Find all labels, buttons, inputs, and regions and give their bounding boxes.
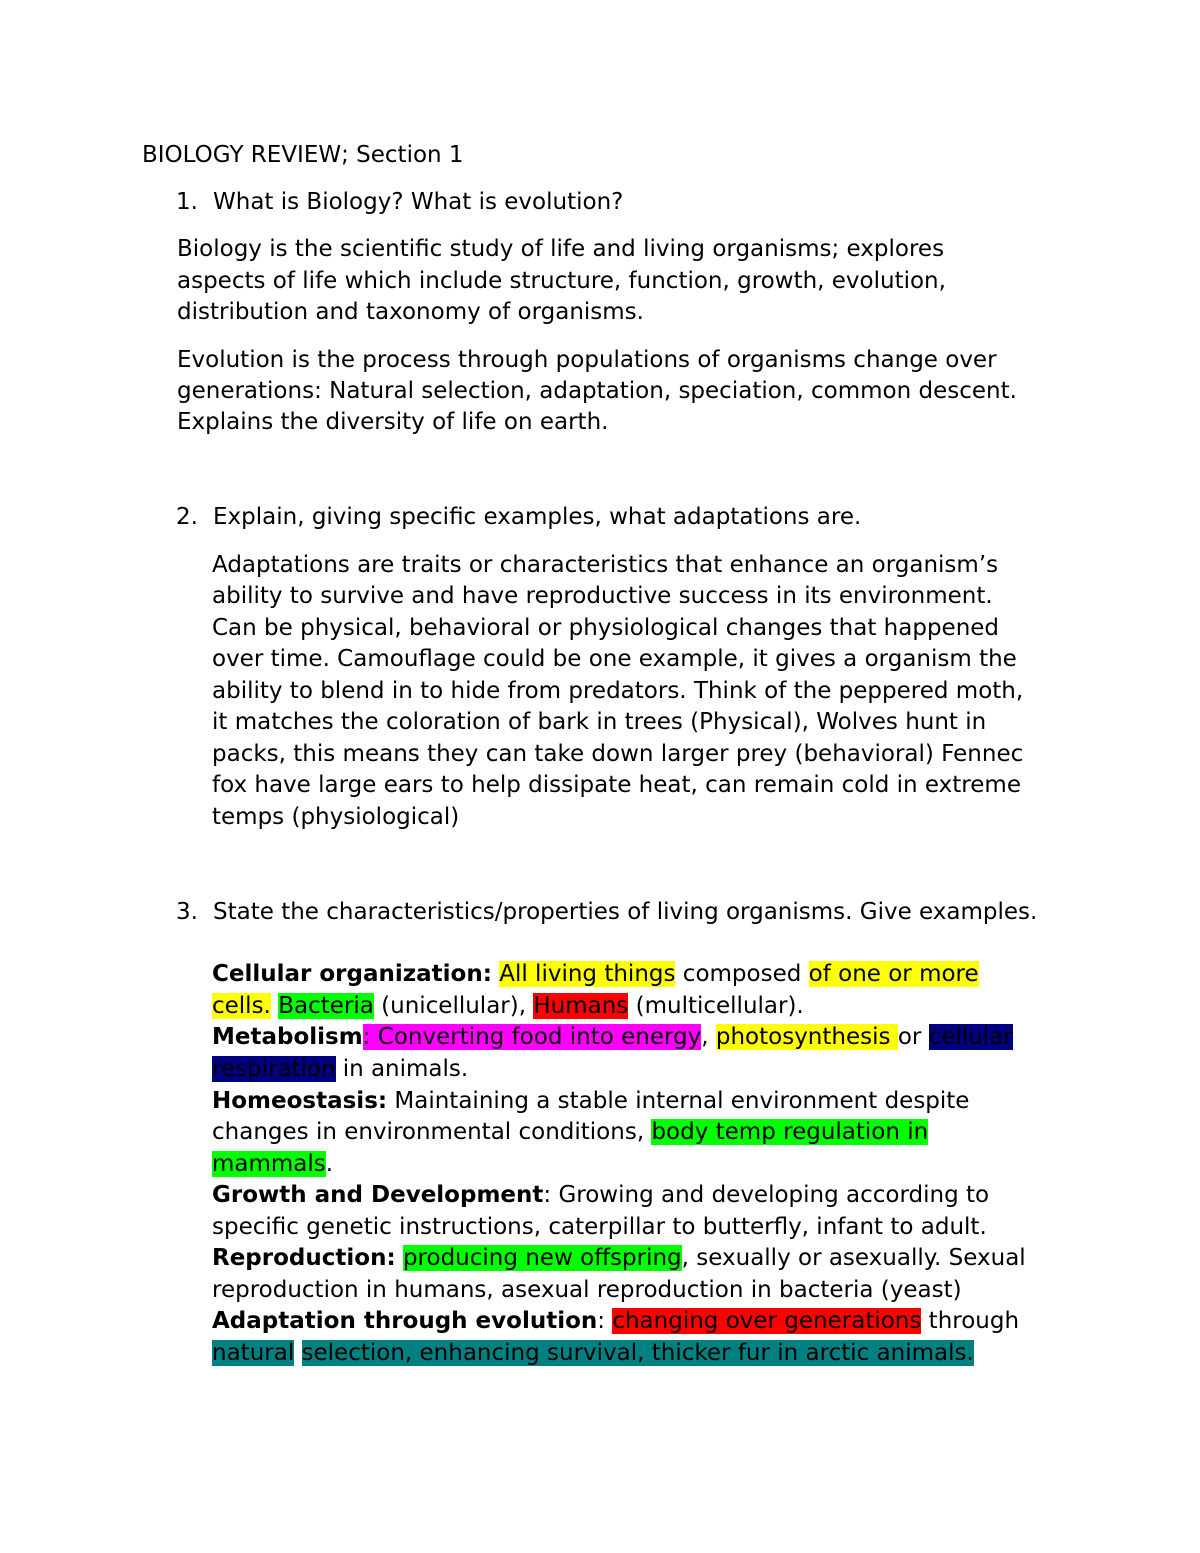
cellular-line-1: Cellular organization: All living things composed of one or more [212,961,979,987]
cellular-highlight-bacteria: Bacteria [278,993,374,1019]
q1-p1-line-1: Biology is the scientific study of life and living organisms; explores [177,236,945,262]
homeostasis-line-2: changes in environmental conditions, body temp regulation in [212,1119,929,1145]
q1-question: What is Biology? What is evolution? [213,189,624,215]
q2-answer-line-8: fox have large ears to help dissipate heat, can remain cold in extreme [212,772,1021,798]
reproduction-term: Reproduction: [212,1245,396,1271]
metabolism-line-1: Metabolism: Converting food into energy, photosynthesis or cellular [212,1024,1013,1050]
q1-p1-line-3: distribution and taxonomy of organisms. [177,299,644,325]
cellular-highlight-humans: Humans [533,993,629,1019]
q1-p2-line-3: Explains the diversity of life on earth. [177,409,609,435]
metabolism-line-2: respiration in animals. [212,1056,469,1082]
q2-number: 2. [176,504,198,530]
q1-p2-line-1: Evolution is the process through populations of organisms change over [177,347,997,373]
reproduction-highlight-1: producing new offspring [402,1245,682,1271]
cellular-term: Cellular organization: [212,961,492,987]
adaptation-line-1: Adaptation through evolution: changing over generations through [212,1308,1020,1334]
cellular-highlight-3: cells. [212,993,271,1019]
cellular-highlight-1: All living things [499,961,676,987]
q3-number: 3. [176,899,198,925]
q1-p2-line-2: generations: Natural selection, adaptation, speciation, common descent. [177,378,1017,404]
q2-answer-line-1: Adaptations are traits or characteristics that enhance an organism’s [212,552,999,578]
metabolism-highlight-4: respiration [212,1056,336,1082]
q2-answer-line-9: temps (physiological) [212,804,460,830]
homeostasis-highlight-1: body temp regulation in [651,1119,929,1145]
q2-answer-line-5: ability to blend in to hide from predators. Think of the peppered moth, [212,678,1024,704]
q2-answer-line-3: Can be physical, behavioral or physiological changes that happened [212,615,1000,641]
q1-number: 1. [176,189,198,215]
q3-question: State the characteristics/properties of living organisms. Give examples. [213,899,1038,925]
adaptation-highlight-3: selection, enhancing survival, thicker fur in arctic animals. [301,1340,974,1366]
adaptation-highlight-2: natural [212,1340,295,1366]
homeostasis-highlight-2: mammals [212,1151,326,1177]
q2-answer-line-7: packs, this means they can take down larger prey (behavioral) Fennec [212,741,1024,767]
cellular-highlight-2: of one or more [808,961,979,987]
growth-line-1: Growth and Development: Growing and developing according to [212,1182,990,1208]
adaptation-term: Adaptation through evolution [212,1308,598,1334]
homeostasis-term: Homeostasis: [212,1088,388,1114]
q2-question: Explain, giving specific examples, what adaptations are. [213,504,862,530]
metabolism-term: Metabolism [212,1024,363,1050]
homeostasis-line-1: Homeostasis: Maintaining a stable internal environment despite [212,1088,970,1114]
growth-line-2: specific genetic instructions, caterpillar to butterfly, infant to adult. [212,1214,987,1240]
reproduction-line-1: Reproduction: producing new offspring, sexually or asexually. Sexual [212,1245,1026,1271]
q2-answer-line-4: over time. Camouflage could be one example, it gives a organism the [212,646,1017,672]
metabolism-highlight-3: cellular [928,1024,1013,1050]
adaptation-line-2 [212,1338,974,1369]
q1-p1-line-2: aspects of life which include structure, function, growth, evolution, [177,268,946,294]
homeostasis-line-3: mammals. [212,1151,334,1177]
growth-term: Growth and Development [212,1182,544,1208]
metabolism-highlight-1: : Converting food into energy [362,1024,702,1050]
document-title: BIOLOGY REVIEW; Section 1 [142,142,464,168]
reproduction-line-2: reproduction in humans, asexual reproduction in bacteria (yeast) [212,1277,962,1303]
metabolism-highlight-2: photosynthesis [715,1024,898,1050]
cellular-line-2: cells. Bacteria (unicellular), Humans (multicellular). [212,993,804,1019]
q2-answer-line-2: ability to survive and have reproductive success in its environment. [212,583,993,609]
q2-answer-line-6: it matches the coloration of bark in trees (Physical), Wolves hunt in [212,709,987,735]
adaptation-highlight-1: changing over generations [612,1308,922,1334]
